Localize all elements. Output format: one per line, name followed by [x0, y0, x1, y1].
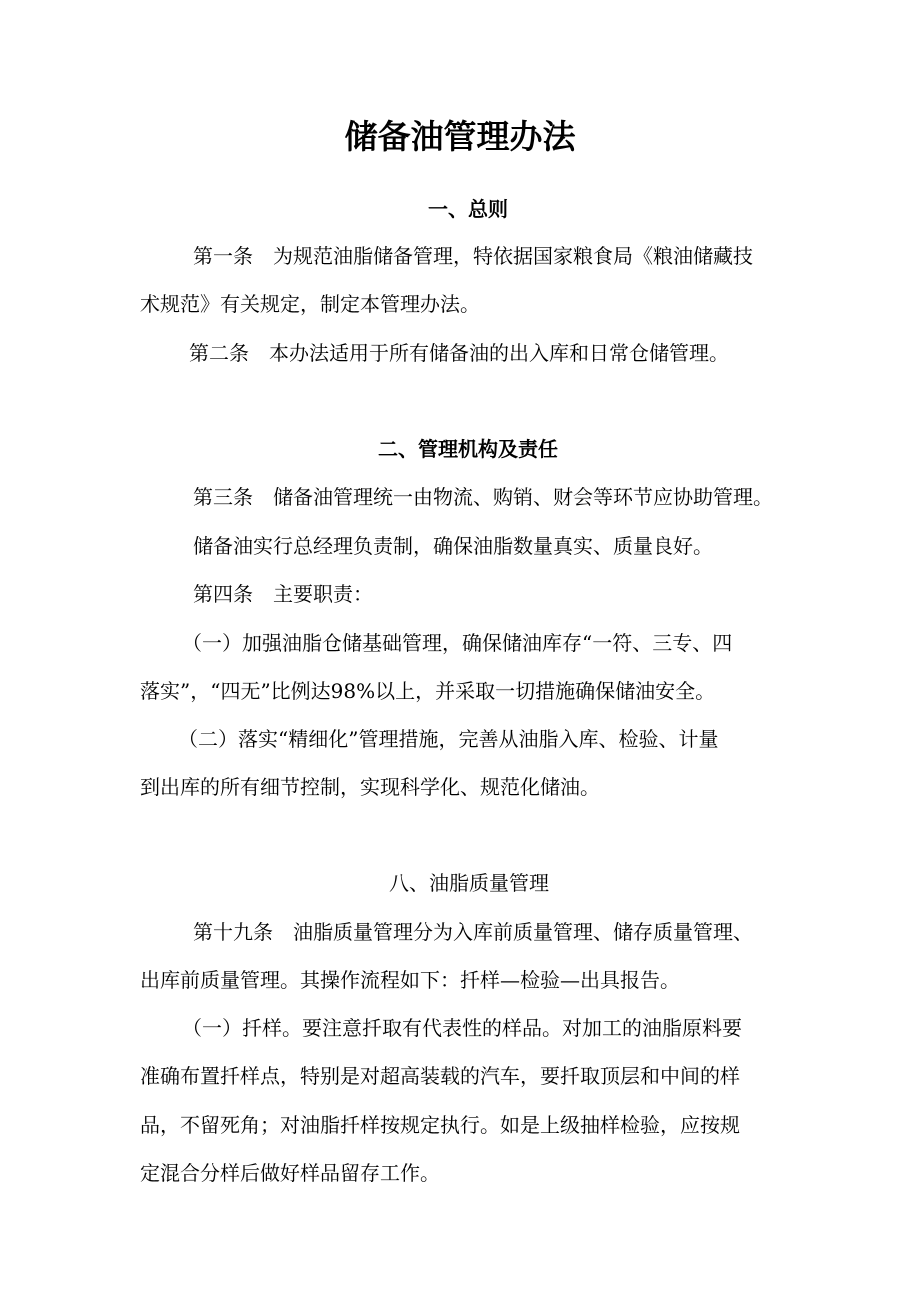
- document-title: 储备油管理办法: [344, 117, 576, 156]
- sampling-line-4: 定混合分样后做好样品留存工作。: [140, 1161, 440, 1185]
- duty-2-line-1: （二）落实“精细化”管理措施，完善从油脂入库、检验、计量: [178, 727, 719, 751]
- section-heading-quality: 八、油脂质量管理: [389, 871, 549, 895]
- duty-1-line-1: （一）加强油脂仓储基础管理，确保储油库存“一符、三专、四: [182, 631, 733, 655]
- duty-1-line-2: 落实”，“四无”比例达98%以上，并采取一切措施确保储油安全。: [140, 679, 716, 703]
- section-heading-management: 二、管理机构及责任: [378, 437, 558, 461]
- section-heading-general: 一、总则: [428, 197, 508, 221]
- sampling-line-3: 品，不留死角；对油脂扦样按规定执行。如是上级抽样检验，应按规: [140, 1113, 740, 1137]
- sampling-line-1: （一）扦样。要注意扦取有代表性的样品。对加工的油脂原料要: [182, 1016, 742, 1040]
- article-3-line-1: 第三条 储备油管理统一由物流、购销、财会等环节应协助管理。: [193, 485, 773, 509]
- duty-2-line-2: 到出库的所有细节控制，实现科学化、规范化储油。: [140, 775, 600, 799]
- article-19-line-2: 出库前质量管理。其操作流程如下：扦样—检验—出具报告。: [140, 968, 680, 992]
- article-1-line-2: 术规范》有关规定，制定本管理办法。: [140, 292, 480, 316]
- article-19-line-1: 第十九条 油脂质量管理分为入库前质量管理、储存质量管理、: [193, 920, 753, 944]
- sampling-line-2: 准确布置扦样点，特别是对超高装载的汽车，要扦取顶层和中间的样: [140, 1064, 740, 1088]
- article-2-line-1: 第二条 本办法适用于所有储备油的出入库和日常仓储管理。: [189, 341, 729, 365]
- article-1-line-1: 第一条 为规范油脂储备管理，特依据国家粮食局《粮油储藏技: [193, 244, 753, 268]
- responsibility-line: 储备油实行总经理负责制，确保油脂数量真实、质量良好。: [193, 534, 713, 558]
- article-4-line-1: 第四条 主要职责：: [193, 582, 373, 606]
